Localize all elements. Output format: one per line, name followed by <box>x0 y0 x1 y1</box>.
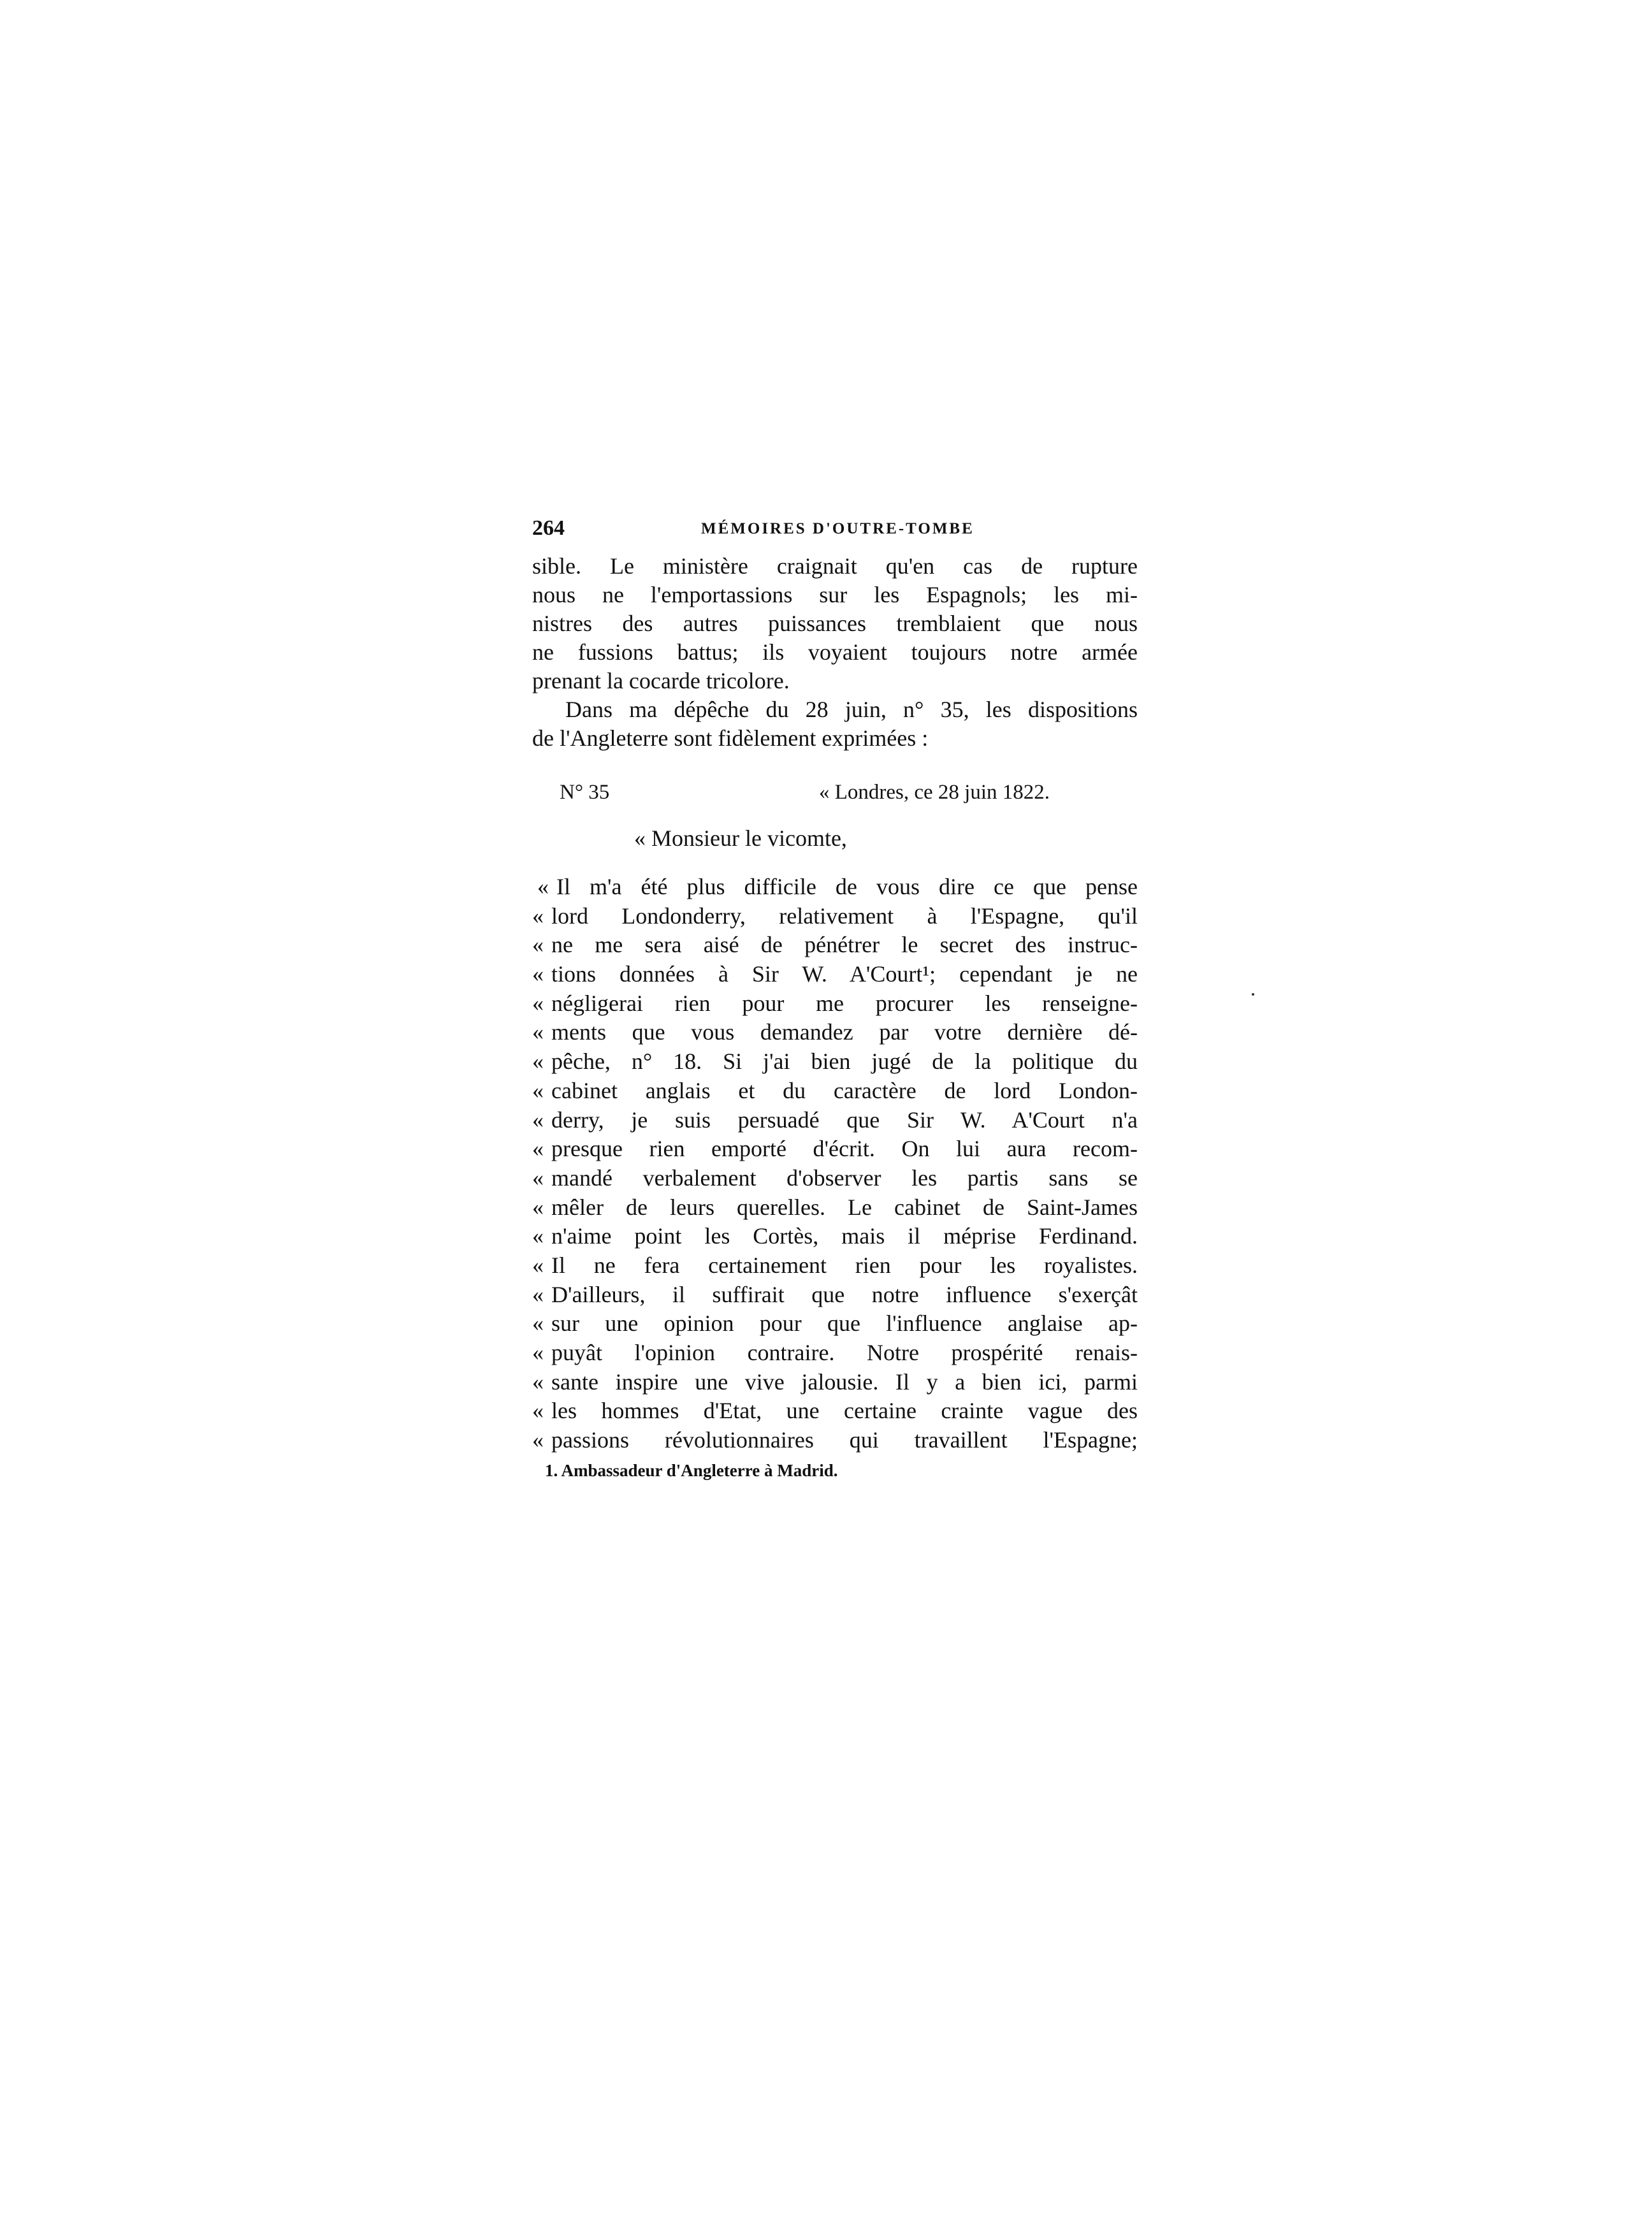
quoted-line <box>532 1251 1138 1281</box>
quoted-line <box>532 1426 1138 1455</box>
quote-mark: « <box>532 1077 544 1103</box>
quote-mark: « <box>532 1340 544 1365</box>
text-line: prenant la cocarde tricolore. <box>532 668 790 693</box>
quote-mark: « <box>532 1107 544 1133</box>
quote-mark: « <box>532 1252 544 1278</box>
quoted-line <box>532 989 1138 1019</box>
quoted-line <box>532 1106 1138 1135</box>
letter-text <box>532 873 1138 1455</box>
scan-speck <box>1252 993 1254 996</box>
quoted-line <box>532 1047 1138 1077</box>
quoted-text: cabinet anglais et du caractère de lord London- <box>551 1077 1138 1103</box>
quote-mark: « <box>532 1136 544 1162</box>
quoted-text: D'ailleurs, il suffirait que notre influence s'exerçât <box>551 1281 1138 1307</box>
quoted-text: sur une opinion pour que l'influence anglaise ap- <box>551 1310 1138 1337</box>
quoted-text: Il m'a été plus difficile de vous dire ce que pense <box>556 874 1138 899</box>
quoted-line <box>532 1309 1138 1339</box>
quoted-line <box>532 902 1138 931</box>
quote-mark: « <box>537 874 549 899</box>
quoted-text: n'aime point les Cortès, mais il méprise Ferdinand. <box>551 1223 1138 1249</box>
text-line: sible. Le ministère craignait qu'en cas de rupture <box>532 553 1138 579</box>
quoted-line <box>532 1193 1138 1223</box>
dispatch-place-date: « Londres, ce 28 juin 1822. <box>819 781 1050 804</box>
quote-mark: « <box>532 1368 544 1395</box>
quoted-text: lord Londonderry, relativement à l'Espagne, qu'il <box>551 903 1138 929</box>
quoted-text: ne me sera aisé de pénétrer le secret des instruc- <box>551 932 1138 958</box>
quote-mark: « <box>532 1165 544 1191</box>
quote-mark: « <box>532 1049 544 1075</box>
quoted-line <box>532 1164 1138 1193</box>
quoted-line <box>532 1368 1138 1397</box>
quoted-line <box>532 1135 1138 1164</box>
quote-mark: « <box>532 1310 544 1337</box>
salutation: « Monsieur le vicomte, <box>634 825 847 851</box>
quoted-text: presque rien emporté d'écrit. On lui aura recom- <box>551 1136 1138 1162</box>
quoted-line <box>532 1397 1138 1426</box>
quote-mark: « <box>532 1427 544 1453</box>
quoted-text: tions données à Sir W. A'Court¹; cependant je ne <box>551 961 1138 987</box>
quoted-line <box>532 1339 1138 1368</box>
quoted-text: puyât l'opinion contraire. Notre prospérité renais- <box>551 1340 1138 1365</box>
text-line: nous ne l'emportassions sur les Espagnols; les mi- <box>532 582 1138 607</box>
quote-mark: « <box>532 990 544 1016</box>
quote-mark: « <box>532 1194 544 1220</box>
quoted-line <box>532 960 1138 989</box>
quote-mark: « <box>532 1281 544 1307</box>
text-line: ne fussions battus; ils voyaient toujours notre armée <box>532 639 1138 665</box>
quoted-text: les hommes d'Etat, une certaine crainte vague des <box>551 1398 1138 1424</box>
quoted-line <box>532 1281 1138 1310</box>
quoted-line <box>532 873 1138 902</box>
quoted-text: derry, je suis persuadé que Sir W. A'Court n'a <box>551 1107 1138 1133</box>
quoted-text: ments que vous demandez par votre dernière dé- <box>551 1019 1138 1045</box>
quoted-text: Il ne fera certainement rien pour les royalistes. <box>551 1252 1138 1278</box>
quoted-text: passions révolutionnaires qui travaillent l'Espagne; <box>551 1427 1138 1453</box>
running-title: MÉMOIRES D'OUTRE-TOMBE <box>701 520 975 537</box>
quote-mark: « <box>532 903 544 929</box>
footnote: 1. Ambassadeur d'Angleterre à Madrid. <box>545 1460 838 1480</box>
quoted-line <box>532 1077 1138 1106</box>
quote-mark: « <box>532 1398 544 1424</box>
dispatch-number: N° 35 <box>560 781 610 804</box>
text-line: de l'Angleterre sont fidèlement exprimées : <box>532 725 929 751</box>
quote-mark: « <box>532 961 544 987</box>
dispatch-heading <box>532 781 1138 817</box>
text-line: nistres des autres puissances tremblaient que nous <box>532 611 1138 636</box>
quoted-text: sante inspire une vive jalousie. Il y a bien ici, parmi <box>551 1368 1138 1395</box>
page-header <box>532 516 1138 552</box>
quoted-text: pêche, n° 18. Si j'ai bien jugé de la politique du <box>551 1049 1138 1075</box>
quoted-text: mêler de leurs querelles. Le cabinet de Saint-James <box>551 1194 1138 1220</box>
quote-mark: « <box>532 1019 544 1045</box>
quoted-line <box>532 1222 1138 1251</box>
page-number: 264 <box>532 516 565 540</box>
quoted-text: négligerai rien pour me procurer les renseigne- <box>551 990 1138 1016</box>
quoted-line <box>532 1018 1138 1047</box>
quote-mark: « <box>532 1223 544 1249</box>
quote-mark: « <box>532 932 544 958</box>
text-line: Dans ma dépêche du 28 juin, n° 35, les dispositions <box>565 697 1138 722</box>
body-text <box>532 552 1138 753</box>
quoted-line <box>532 931 1138 960</box>
quoted-text: mandé verbalement d'observer les partis sans se <box>551 1165 1138 1191</box>
book-page <box>532 516 1138 1482</box>
